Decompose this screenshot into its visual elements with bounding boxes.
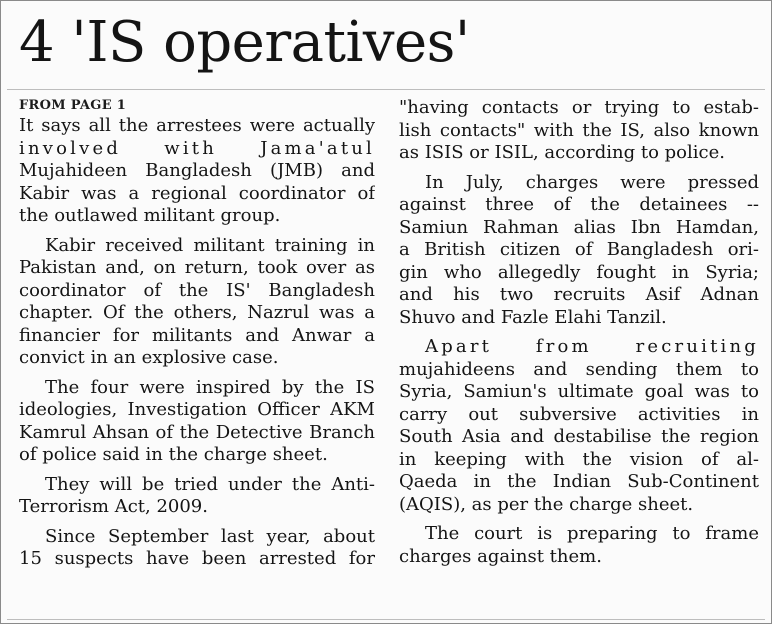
text-line: a British citizen of Bangladesh ori-: [399, 239, 759, 260]
paragraph-gap: [399, 516, 759, 523]
text-line: 15 suspects have been arrested for: [19, 548, 375, 569]
text-line: involved with Jama'atul: [19, 137, 375, 159]
text-line: Pakistan and, on return, took over as: [19, 257, 375, 278]
text-line: chapter. Of the others, Nazrul was a: [19, 302, 375, 323]
paragraph-gap: [19, 467, 375, 474]
text-line: lish contacts" with the IS, also known: [399, 119, 759, 141]
paragraph-gap: [399, 165, 759, 172]
text-line: South Asia and destabilise the region: [399, 426, 759, 447]
top-rule: [7, 89, 765, 90]
text-line: The four were inspired by the IS: [45, 376, 375, 398]
text-line: convict in an explosive case.: [19, 347, 279, 368]
text-line: ideologies, Investigation Officer AKM: [19, 399, 375, 420]
text-line: the outlawed militant group.: [19, 205, 281, 226]
text-line: against three of the detainees --: [399, 194, 759, 215]
text-line: as ISIS or ISIL, according to police.: [399, 142, 725, 163]
paragraph-gap: [19, 228, 375, 235]
text-line: Syria, Samiun's ultimate goal was to: [399, 381, 759, 402]
text-line: Mujahideen Bangladesh (JMB) and: [19, 160, 375, 181]
text-line: mujahideens and sending them to: [399, 358, 759, 380]
paragraph-gap: [399, 329, 759, 336]
text-line: It says all the arrestees were actually: [19, 115, 375, 136]
right-column-text: [399, 97, 759, 568]
text-line: Apart from recruiting: [425, 336, 759, 357]
paragraph-gap: [19, 519, 375, 526]
text-line: carry out subversive activities in: [399, 403, 759, 425]
text-line: charges against them.: [399, 545, 602, 567]
text-line: financier for militants and Anwar a: [19, 324, 375, 346]
text-line: of police said in the charge sheet.: [19, 444, 328, 465]
left-column-text: [19, 115, 375, 571]
text-line: Shuvo and Fazle Elahi Tanzil.: [399, 306, 667, 328]
text-line: "having contacts or trying to estab-: [399, 97, 759, 118]
text-line: Kamrul Ahsan of the Detective Branch: [19, 421, 375, 443]
text-line: and his two recruits Asif Adnan: [399, 284, 759, 305]
left-column: [19, 97, 375, 571]
headline: 4 'IS operatives': [19, 10, 470, 75]
text-line: Since September last year, about: [45, 525, 375, 547]
kicker: FROM PAGE 1: [19, 98, 127, 113]
text-line: Qaeda in the Indian Sub-Continent: [399, 471, 759, 492]
bottom-rule: [7, 619, 765, 620]
text-line: Terrorism Act, 2009.: [19, 496, 208, 517]
text-line: in keeping with the vision of al-: [399, 448, 759, 470]
paragraph-gap: [19, 370, 375, 377]
text-line: coordinator of the IS' Bangladesh: [19, 279, 375, 301]
text-line: (AQIS), as per the charge sheet.: [399, 493, 694, 515]
text-line: Samiun Rahman alias Ibn Hamdan,: [399, 216, 759, 238]
text-line: gin who allegedly fought in Syria;: [399, 261, 759, 283]
text-line: Kabir received militant training in: [45, 234, 375, 256]
text-line: In July, charges were pressed: [425, 171, 759, 193]
text-line: They will be tried under the Anti-: [45, 473, 375, 495]
text-line: The court is preparing to frame: [425, 523, 759, 544]
right-column: [399, 97, 759, 568]
text-line: Kabir was a regional coordinator of: [19, 182, 375, 204]
